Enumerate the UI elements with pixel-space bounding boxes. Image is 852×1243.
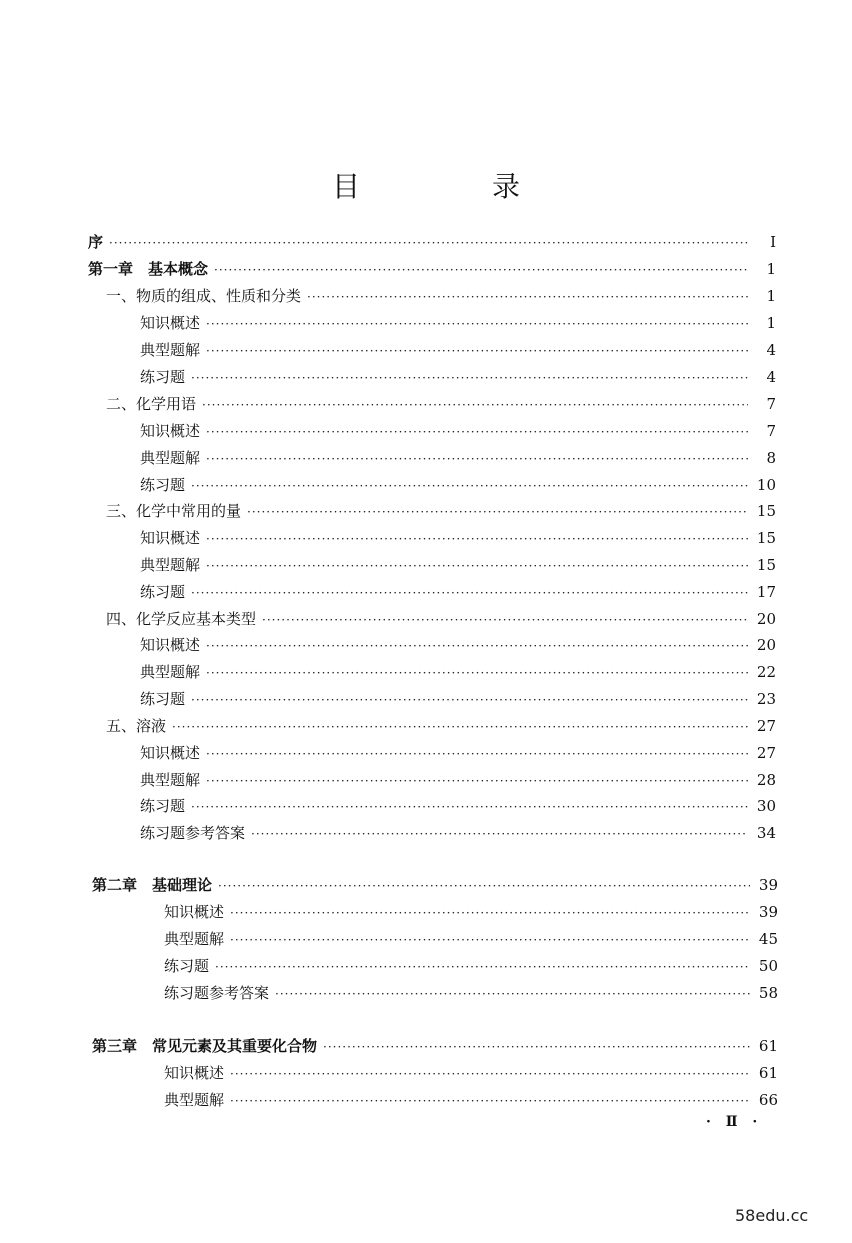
dot-leader <box>191 365 748 391</box>
toc-entry-label: 知识概述 <box>140 744 201 762</box>
toc-entry <box>140 525 776 551</box>
toc-entry-label: 第二章 基础理论 <box>92 876 213 894</box>
toc-entry <box>106 283 776 309</box>
toc-entry-page: 58 <box>758 984 778 1002</box>
toc-entry-label: 知识概述 <box>164 1064 225 1082</box>
toc-entry-page: 4 <box>766 368 776 386</box>
toc-entry-page: 8 <box>766 449 776 467</box>
toc-entry <box>140 632 776 658</box>
toc-entry-label: 四、化学反应基本类型 <box>106 610 257 628</box>
toc-entry <box>140 659 776 685</box>
toc-entry-page: 27 <box>756 717 776 735</box>
toc-entry-label: 练习题参考答案 <box>164 984 270 1002</box>
toc-entry-label: 练习题参考答案 <box>140 824 246 842</box>
dot-leader <box>206 660 748 686</box>
toc-entry-page: 10 <box>756 476 776 494</box>
toc-entry-label: 练习题 <box>164 957 210 975</box>
dot-leader <box>307 284 748 310</box>
toc-entry <box>140 740 776 766</box>
dot-leader <box>191 580 748 606</box>
toc-entry-label: 练习题 <box>140 690 186 708</box>
toc-entry <box>140 552 776 578</box>
toc-entry-label: 典型题解 <box>140 663 201 681</box>
dot-leader <box>206 311 748 337</box>
dot-leader <box>251 821 748 847</box>
dot-leader <box>191 687 748 713</box>
dot-leader <box>206 741 748 767</box>
toc-entry <box>140 337 776 363</box>
toc-entry-page: 39 <box>758 876 778 894</box>
dot-leader <box>275 981 750 1007</box>
toc-entry-page: 15 <box>756 529 776 547</box>
toc-entry-label: 五、溶液 <box>106 717 167 735</box>
toc-entry <box>140 767 776 793</box>
toc-entry-label: 典型题解 <box>140 771 201 789</box>
toc-entry-page: 23 <box>756 690 776 708</box>
toc-entry <box>92 1033 778 1059</box>
dot-leader <box>191 473 748 499</box>
toc-entry-label: 练习题 <box>140 476 186 494</box>
dot-leader <box>191 794 748 820</box>
toc-entry <box>106 391 776 417</box>
dot-leader <box>215 954 750 980</box>
dot-leader <box>230 900 750 926</box>
dot-leader <box>206 446 748 472</box>
toc-entry-page: 61 <box>758 1037 778 1055</box>
toc-entry-page: 39 <box>758 903 778 921</box>
toc-entry <box>164 1087 778 1113</box>
toc-entry-label: 二、化学用语 <box>106 395 197 413</box>
toc-entry-page: 7 <box>766 395 776 413</box>
toc-entry <box>164 926 778 952</box>
toc-entry-label: 典型题解 <box>140 449 201 467</box>
toc-entry-label: 知识概述 <box>140 314 201 332</box>
toc-entry-page: 1 <box>766 260 776 278</box>
page-number: · Ⅱ · <box>706 1114 763 1130</box>
dot-leader <box>206 338 748 364</box>
toc-entry <box>140 445 776 471</box>
toc-entry-page: 66 <box>758 1091 778 1109</box>
dot-leader <box>230 1088 750 1114</box>
toc-entry <box>106 606 776 632</box>
toc-entry-label: 练习题 <box>140 368 186 386</box>
toc-entry-page: 1 <box>766 287 776 305</box>
toc-entry-label: 一、物质的组成、性质和分类 <box>106 287 302 305</box>
toc-entry-label: 典型题解 <box>140 341 201 359</box>
toc-entry <box>140 364 776 390</box>
toc-entry <box>164 980 778 1006</box>
toc-entry <box>92 872 778 898</box>
toc-entry-page: I <box>770 233 776 251</box>
toc-entry <box>88 229 776 255</box>
dot-leader <box>206 419 748 445</box>
toc-entry <box>106 713 776 739</box>
toc-entry-page: 30 <box>756 797 776 815</box>
dot-leader <box>172 714 748 740</box>
toc-entry <box>106 498 776 524</box>
toc-entry-page: 22 <box>756 663 776 681</box>
toc-entry-page: 4 <box>766 341 776 359</box>
toc-entry <box>140 418 776 444</box>
toc-entry-page: 34 <box>756 824 776 842</box>
toc-entry-label: 第一章 基本概念 <box>88 260 209 278</box>
toc-entry-label: 知识概述 <box>164 903 225 921</box>
toc-entry-label: 三、化学中常用的量 <box>106 502 242 520</box>
dot-leader <box>247 499 748 525</box>
toc-entry <box>164 953 778 979</box>
toc-entry <box>140 793 776 819</box>
dot-leader <box>214 257 748 283</box>
toc-entry-page: 15 <box>756 556 776 574</box>
toc-entry-label: 典型题解 <box>140 556 201 574</box>
toc-entry <box>88 256 776 282</box>
toc-entry-page: 50 <box>758 957 778 975</box>
dot-leader <box>206 526 748 552</box>
watermark-text: 58edu.cc <box>735 1206 809 1225</box>
toc-entry-label: 典型题解 <box>164 930 225 948</box>
dot-leader <box>323 1034 750 1060</box>
toc-entry-page: 15 <box>756 502 776 520</box>
toc-entry <box>164 899 778 925</box>
dot-leader <box>230 1061 750 1087</box>
dot-leader <box>109 230 748 256</box>
dot-leader <box>230 927 750 953</box>
toc-entry-page: 61 <box>758 1064 778 1082</box>
toc-entry <box>164 1060 778 1086</box>
toc-entry-label: 第三章 常见元素及其重要化合物 <box>92 1037 318 1055</box>
toc-entry-label: 序 <box>88 233 104 251</box>
toc-entry-page: 45 <box>758 930 778 948</box>
toc-entry-label: 知识概述 <box>140 636 201 654</box>
toc-entry-page: 1 <box>766 314 776 332</box>
toc-entry-page: 20 <box>756 636 776 654</box>
toc-entry <box>140 686 776 712</box>
toc-entry-label: 练习题 <box>140 797 186 815</box>
toc-entry-label: 知识概述 <box>140 422 201 440</box>
toc-entry-page: 20 <box>756 610 776 628</box>
dot-leader <box>206 768 748 794</box>
toc-entry-page: 17 <box>756 583 776 601</box>
toc-entry <box>140 579 776 605</box>
toc-entry-label: 练习题 <box>140 583 186 601</box>
dot-leader <box>202 392 748 418</box>
page-title: 目 录 <box>331 170 572 203</box>
toc-entry-label: 典型题解 <box>164 1091 225 1109</box>
toc-entry-page: 27 <box>756 744 776 762</box>
toc-entry-page: 28 <box>756 771 776 789</box>
dot-leader <box>206 633 748 659</box>
dot-leader <box>206 553 748 579</box>
toc-entry <box>140 310 776 336</box>
toc-entry <box>140 472 776 498</box>
toc-entry-label: 知识概述 <box>140 529 201 547</box>
toc-entry-page: 7 <box>766 422 776 440</box>
dot-leader <box>262 607 748 633</box>
dot-leader <box>218 873 750 899</box>
toc-entry <box>140 820 776 846</box>
